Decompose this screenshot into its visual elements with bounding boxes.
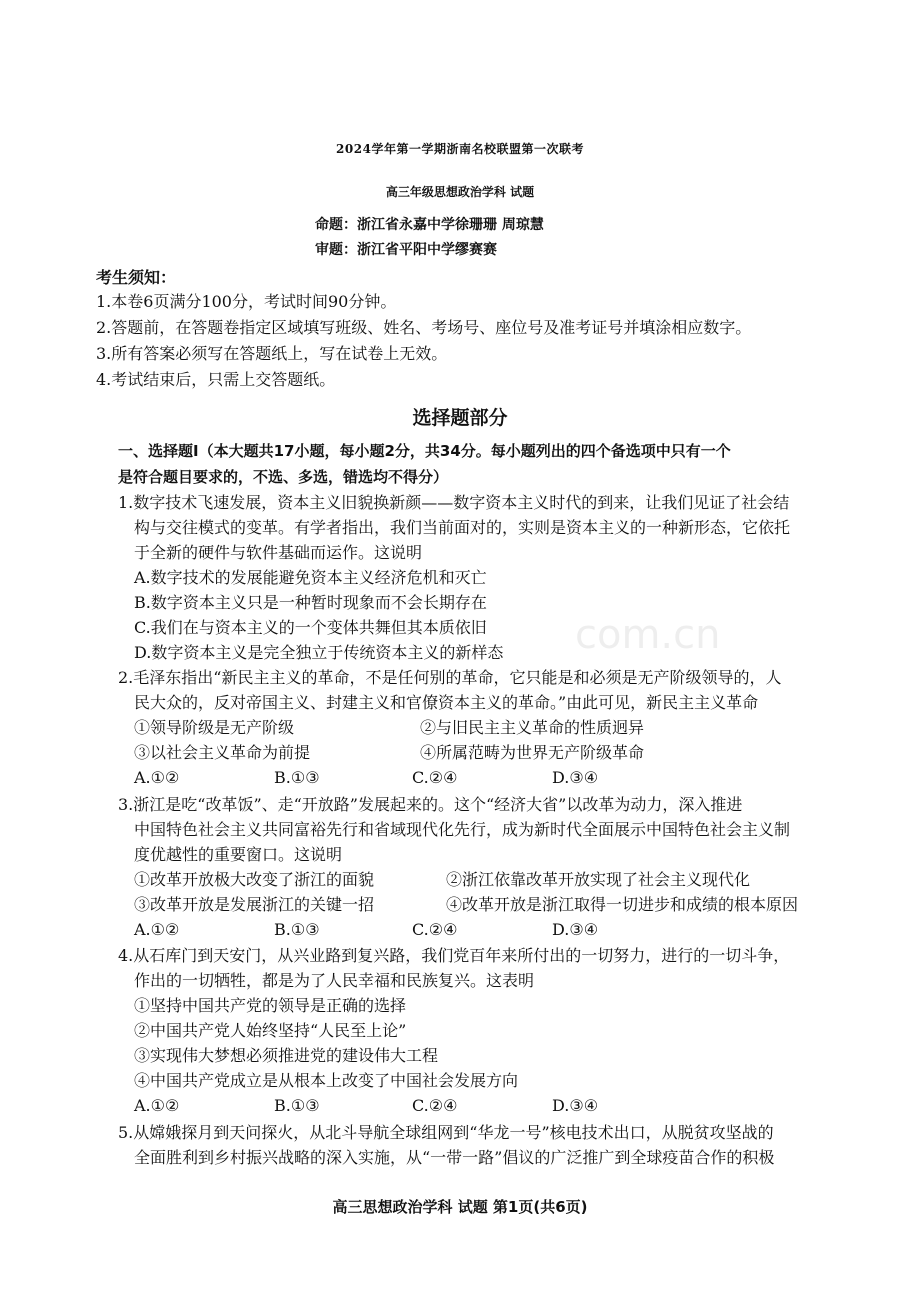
q5-line-1: 5.从嫦娥探月到天问探火，从北斗导航全球组网到“华龙一号”核电技术出口，从脱贫攻坚战的 bbox=[118, 1123, 774, 1142]
q3-statement-2: ②浙江依靠改革开放实现了社会主义现代化 bbox=[446, 870, 751, 889]
q3-choice-b: B.①③ bbox=[274, 920, 320, 939]
q2-line-1: 2.毛泽东指出“新民主主义的革命，不是任何别的革命，它只能是和必须是无产阶级领导的，人 bbox=[118, 668, 782, 687]
q3-line-1: 3.浙江是吃“改革饭”、走“开放路”发展起来的。这个“经济大省”以改革为动力，深入推进 bbox=[118, 795, 743, 814]
q4-line-2: 作出的一切牺牲，都是为了人民幸福和民族复兴。这表明 bbox=[134, 971, 535, 990]
q4-statement-3: ③实现伟大梦想必须推进党的建设伟大工程 bbox=[134, 1046, 439, 1065]
q2-statement-2: ②与旧民主主义革命的性质迥异 bbox=[420, 718, 645, 737]
q5-line-2: 全面胜利到乡村振兴战略的深入实施，从“一带一路”倡议的广泛推广到全球疫苗合作的积极 bbox=[134, 1148, 775, 1167]
notice-item-1: 1.本卷6页满分100分，考试时间90分钟。 bbox=[96, 292, 397, 311]
q4-statement-1: ①坚持中国共产党的领导是正确的选择 bbox=[134, 996, 407, 1015]
q2-statement-3: ③以社会主义革命为前提 bbox=[134, 743, 311, 762]
q2-statement-1: ①领导阶级是无产阶级 bbox=[134, 718, 295, 737]
q2-choice-b: B.①③ bbox=[274, 768, 320, 787]
q4-statement-2: ②中国共产党人始终坚持“人民至上论” bbox=[134, 1021, 407, 1040]
q4-choice-b: B.①③ bbox=[274, 1096, 320, 1115]
q2-statement-4: ④所属范畴为世界无产阶级革命 bbox=[420, 743, 645, 762]
q1-option-b: B.数字资本主义只是一种暂时现象而不会长期存在 bbox=[134, 593, 487, 612]
q2-choice-c: C.②④ bbox=[412, 768, 458, 787]
q1-option-a: A.数字技术的发展能避免资本主义经济危机和灭亡 bbox=[134, 568, 487, 587]
q3-statement-3: ③改革开放是发展浙江的关键一招 bbox=[134, 895, 375, 914]
q3-statement-4: ④改革开放是浙江取得一切进步和成绩的根本原因 bbox=[446, 895, 799, 914]
notice-heading: 考生须知： bbox=[96, 268, 177, 287]
page-footer: 高三思想政治学科 试题 第1页(共6页) bbox=[332, 1198, 588, 1216]
page-subtitle: 高三年级思想政治学科 试题 bbox=[385, 185, 535, 199]
q3-statement-1: ①改革开放极大改变了浙江的面貌 bbox=[134, 870, 375, 889]
q3-line-2: 中国特色社会主义共同富裕先行和省域现代化先行，成为新时代全面展示中国特色社会主义制 bbox=[134, 820, 791, 839]
page-title: 2024学年第一学期浙南名校联盟第一次联考 bbox=[336, 142, 584, 156]
section-title: 选择题部分 bbox=[412, 407, 508, 429]
q4-choice-c: C.②④ bbox=[412, 1096, 458, 1115]
reviewer-line: 审题：浙江省平阳中学缪赛赛 bbox=[315, 242, 497, 258]
q3-line-3: 度优越性的重要窗口。这说明 bbox=[134, 845, 343, 864]
notice-item-3: 3.所有答案必须写在答题纸上，写在试卷上无效。 bbox=[96, 344, 448, 363]
q1-line-2: 构与交往模式的变革。有学者指出，我们当前面对的，实则是资本主义的一种新形态，它依托 bbox=[134, 518, 791, 537]
q3-choice-c: C.②④ bbox=[412, 920, 458, 939]
watermark: com.cn bbox=[575, 612, 721, 658]
q2-line-2: 民大众的，反对帝国主义、封建主义和官僚资本主义的革命。”由此可见，新民主主义革命 bbox=[134, 693, 759, 712]
q1-line-1: 1.数字技术飞速发展，资本主义旧貌换新颜——数字资本主义时代的到来，让我们见证了社会结 bbox=[118, 493, 790, 512]
q4-choice-a: A.①② bbox=[134, 1096, 180, 1115]
section-instruction-1: 一、选择题Ⅰ（本大题共17小题，每小题2分，共34分。每小题列出的四个备选项中只有一个 bbox=[118, 442, 731, 460]
q3-choice-a: A.①② bbox=[134, 920, 180, 939]
notice-item-2: 2.答题前，在答题卷指定区域填写班级、姓名、考场号、座位号及准考证号并填涂相应数字。 bbox=[96, 318, 752, 337]
q4-statement-4: ④中国共产党成立是从根本上改变了中国社会发展方向 bbox=[134, 1071, 519, 1090]
q4-choice-d: D.③④ bbox=[552, 1096, 599, 1115]
q1-option-c: C.我们在与资本主义的一个变体共舞但其本质依旧 bbox=[134, 618, 487, 637]
q2-choice-d: D.③④ bbox=[552, 768, 599, 787]
section-instruction-2: 是符合题目要求的，不选、多选，错选均不得分） bbox=[118, 468, 449, 486]
notice-item-4: 4.考试结束后，只需上交答题纸。 bbox=[96, 370, 336, 389]
q4-line-1: 4.从石库门到天安门，从兴业路到复兴路，我们党百年来所付出的一切努力，进行的一切斗争， bbox=[118, 946, 790, 965]
q3-choice-d: D.③④ bbox=[552, 920, 599, 939]
q1-option-d: D.数字资本主义是完全独立于传统资本主义的新样态 bbox=[134, 643, 504, 662]
q1-line-3: 于全新的硬件与软件基础而运作。这说明 bbox=[134, 543, 423, 562]
q2-choice-a: A.①② bbox=[134, 768, 180, 787]
author-line: 命题：浙江省永嘉中学徐珊珊 周琼慧 bbox=[315, 217, 544, 233]
